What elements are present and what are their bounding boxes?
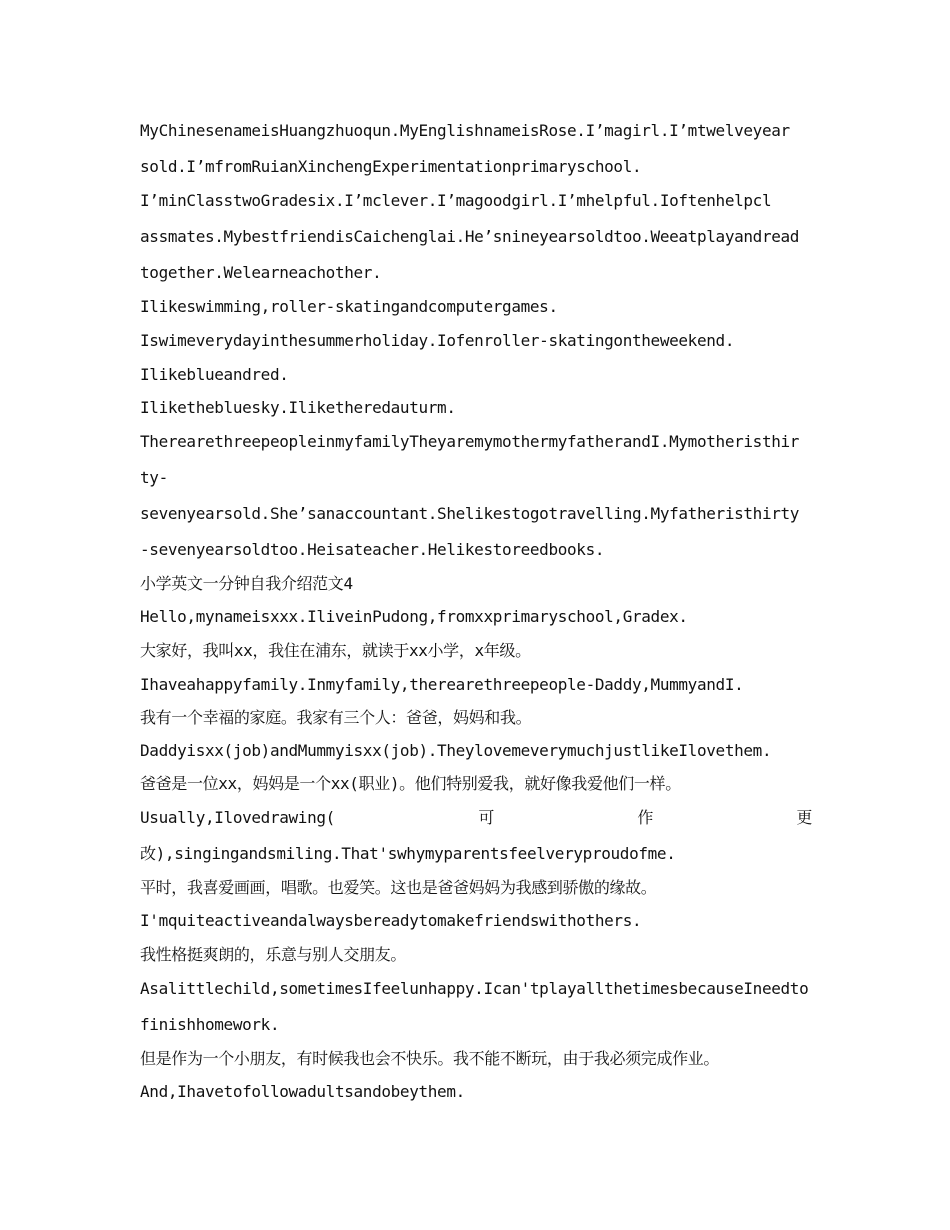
text-line: finishhomework. <box>140 1015 280 1034</box>
text-line: 但是作为一个小朋友，有时候我也会不快乐。我不能不断玩，由于我必须完成作业。 <box>140 1049 720 1068</box>
text-line: I’minClasstwoGradesix.I’mclever.I’magoodgirl.I’mhelpful.Ioftenhelpcl <box>140 191 772 210</box>
text-line: assmates.MybestfriendisCaichenglai.He’snineyearsoldtoo.Weeatplayandread <box>140 227 800 246</box>
text-line: Ilikeswimming,roller-skatingandcomputergames. <box>140 297 558 316</box>
text-line: together.Welearneachother. <box>140 263 382 282</box>
text-line: MyChinesenameisHuangzhuoqun.MyEnglishnameisRose.I’magirl.I’mtwelveyear <box>140 121 790 140</box>
text-segment: 可 <box>478 808 494 827</box>
text-line: Hello,mynameisxxx.IliveinPudong,fromxxprimaryschool,Gradex. <box>140 607 688 626</box>
justified-text-line <box>140 808 812 828</box>
text-line: 改),singingandsmiling.That'swhymyparentsfeelveryproudofme. <box>140 844 676 863</box>
text-line: 平时，我喜爱画画，唱歌。也爱笑。这也是爸爸妈妈为我感到骄傲的缘故。 <box>140 878 657 897</box>
text-line: I'mquiteactiveandalwaysbereadytomakefriendswithothers. <box>140 911 642 930</box>
text-line: Iswimeverydayinthesummerholiday.Iofenroller-skatingontheweekend. <box>140 331 735 350</box>
text-line: 大家好，我叫xx，我住在浦东，就读于xx小学，x年级。 <box>140 641 531 660</box>
text-line: 爸爸是一位xx，妈妈是一个xx(职业)。他们特别爱我，就好像我爱他们一样。 <box>140 774 681 793</box>
text-line: sold.I’mfromRuianXinchengExperimentationprimaryschool. <box>140 157 642 176</box>
text-line: sevenyearsold.She’sanaccountant.Shelikestogotravelling.Myfatheristhirty <box>140 504 800 523</box>
text-line: ty- <box>140 468 168 487</box>
text-segment: Usually,Ilovedrawing( <box>140 808 335 827</box>
text-line: -sevenyearsoldtoo.Heisateacher.Helikestoreedbooks. <box>140 540 605 559</box>
text-line: Asalittlechild,sometimesIfeelunhappy.Ican'tplayallthetimesbecauseIneedto <box>140 979 809 998</box>
section-heading: 小学英文一分钟自我介绍范文4 <box>140 574 353 593</box>
text-line: Ihaveahappyfamily.Inmyfamily,therearethreepeople-Daddy,MummyandI. <box>140 675 744 694</box>
text-segment: 更 <box>796 808 812 827</box>
text-line: 我有一个幸福的家庭。我家有三个人：爸爸，妈妈和我。 <box>140 708 532 727</box>
text-line: Daddyisxx(job)andMummyisxx(job).TheylovemeverymuchjustlikeIlovethem. <box>140 741 772 760</box>
text-line: TherearethreepeopleinmyfamilyTheyaremymothermyfatherandI.Mymotheristhir <box>140 432 800 451</box>
text-line: Ilikethebluesky.Iliketheredauturm. <box>140 398 456 417</box>
text-line: And,Ihavetofollowadultsandobeythem. <box>140 1082 465 1101</box>
text-segment: 作 <box>637 808 653 827</box>
text-line: Ilikeblueandred. <box>140 365 289 384</box>
text-line: 我性格挺爽朗的，乐意与别人交朋友。 <box>140 945 407 964</box>
